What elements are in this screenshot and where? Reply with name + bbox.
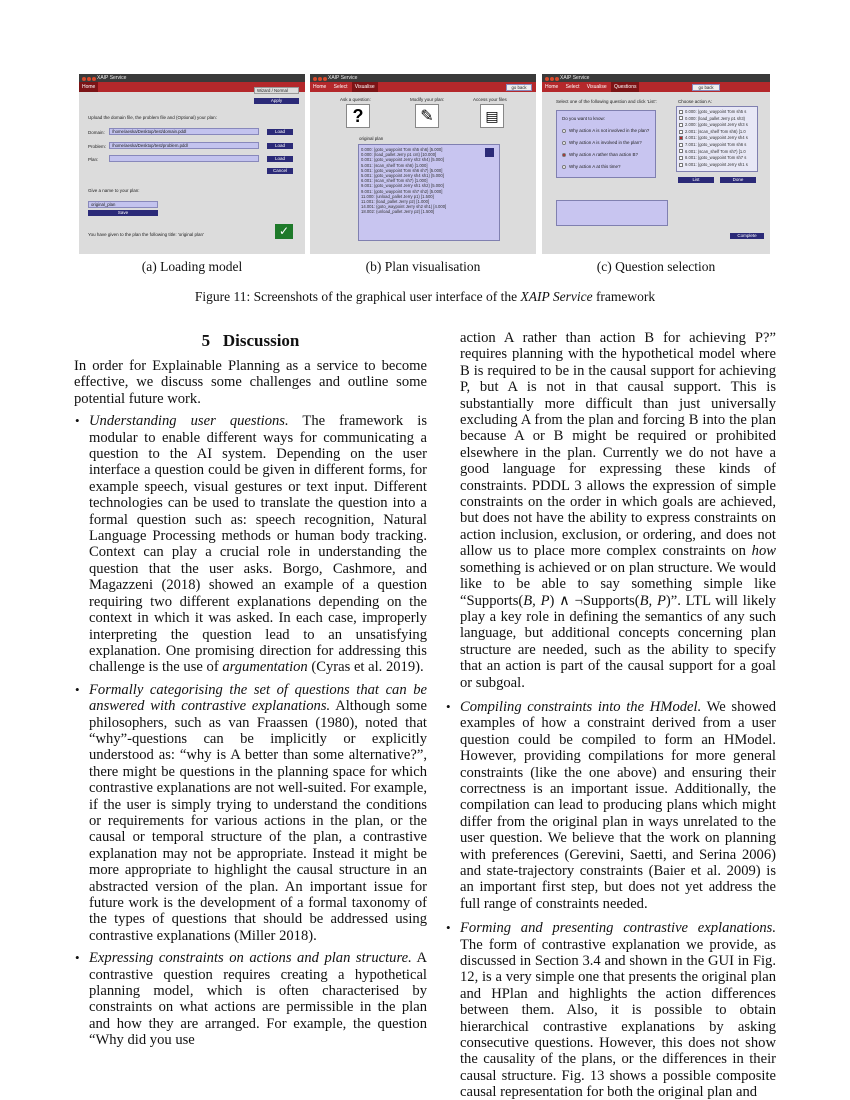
screenshot-loading-model (79, 74, 305, 254)
bullet-item: • Formally categorising the set of questions that can be answered with contrastive explanations. Although some philosophers, such as van Fraassen (1980), noted that “why”-questions can be implicitly or explicitly understood as: “why is A better than some alternative?”, there might be questions in the planning space for which contrastive explanations are not well-suited. For example, if the user is simply trying to understand the conditions or requirements for various actions in the plan, or the causal or temporal structure of the plan, a contrastive explanation may not be appropriate. Instead it might be more appropriate to highlight the causal structure in an abstracted version of the plan. An important issue for future work is the development of a formal taxonomy of the types of questions that should be addressed using contrastive explanations (Miller 2018). (74, 682, 427, 945)
cancel-button[interactable]: Cancel (267, 168, 293, 174)
modify-plan-label: Modify your plan: (410, 97, 445, 102)
name-prompt: Give a name to your plan: (88, 188, 140, 193)
checkbox-checked-icon (679, 136, 683, 140)
menu-visualise[interactable]: Visualise (586, 84, 607, 90)
plan-line: 0.001: (goto_waypoint Jerry sh2 sh4) [5.000] (361, 157, 444, 163)
plan-line: 11.001: (load_pallet Jerry p2) [1.000] (361, 199, 430, 205)
action-option[interactable]: 4.001: (goto_waypoint Jerry sh4 s (679, 135, 748, 142)
action-option[interactable]: 2.001: (scan_shelf Tom sh6) [1.0 (679, 129, 748, 136)
checkmark-icon: ✓ (275, 224, 293, 239)
plan-line: 6.001: (scan_shelf Tom sh7) [1.000] (361, 178, 428, 184)
complete-button[interactable]: Complete (730, 233, 764, 239)
action-lines (679, 109, 748, 168)
radio-icon[interactable] (562, 129, 566, 133)
plan-load-button[interactable]: Load (267, 156, 293, 162)
select-prompt: Select one of the following question and click 'List': (556, 99, 657, 104)
question-icon[interactable]: ? (346, 104, 370, 128)
question-panel (556, 110, 656, 178)
question-option[interactable]: Why action A rather than action B? (562, 152, 638, 157)
plan-line: 9.001: (goto_waypoint Tom sh7 sh2) [5.000] (361, 188, 443, 194)
question-option[interactable]: Why action A is involved in the plan? (562, 140, 642, 145)
section-heading: 5 Discussion (201, 331, 300, 350)
problem-label: Problem: (88, 144, 107, 149)
plan-name-field[interactable]: original_plan (88, 201, 158, 208)
bullet-item: • Expressing constraints on actions and plan structure. A contrastive question requires creating a hypothetical planning model, which is often characterised by constraints on what actions are permissible in the plan and how they are arranged. For example, the question “Why did you use (74, 950, 427, 1048)
window-titlebar (79, 74, 305, 82)
save-button[interactable]: Save (88, 210, 158, 216)
menu-home[interactable]: Home (545, 84, 559, 90)
explanation-box (556, 200, 668, 226)
window-title: XAIP Service (328, 75, 358, 81)
checkbox-icon (679, 149, 683, 153)
plan-line: 14.001: (goto_waypoint Jerry sh2 sh1) [4.000] (361, 204, 447, 210)
plan-display (358, 144, 500, 241)
plan-line: 18.002: (unload_pallet Jerry p2) [1.500] (361, 209, 435, 215)
domain-load-button[interactable]: Load (267, 129, 293, 135)
menu-select[interactable]: Select (333, 84, 348, 90)
choose-action-label: Choose action A: (678, 99, 713, 104)
menu-home[interactable]: Home (79, 82, 98, 92)
plan-line: 9.001: (goto_waypoint Jerry sh1 sh2) [5.000] (361, 183, 444, 189)
apply-button[interactable]: Apply (254, 98, 299, 104)
window-title: XAIP Service (560, 75, 590, 81)
menu-home[interactable]: Home (313, 84, 327, 90)
screenshot-plan-visualisation (310, 74, 536, 254)
checkbox-icon (679, 156, 683, 160)
window-title: XAIP Service (97, 75, 127, 81)
plan-label: Plan: (88, 157, 99, 162)
menu-bar (542, 82, 770, 92)
screenshot-question-selection (542, 74, 770, 254)
file-icon[interactable]: ▤ (480, 104, 504, 128)
window-titlebar (542, 74, 770, 82)
plan-line: 0.000: (load_pallet Jerry p1 cnt) [10.000] (361, 152, 437, 158)
radio-selected-icon[interactable] (562, 153, 566, 157)
plan-title: original plan (359, 136, 384, 141)
action-option[interactable]: 6.001: (scan_shelf Tom sh7) [1.0 (679, 149, 748, 156)
question-option[interactable]: Why action A is not involved in the plan? (562, 128, 649, 133)
domain-label: Domain: (88, 130, 105, 135)
bullet-list (445, 699, 776, 1100)
subcaption-a: (a) Loading model (141, 259, 243, 274)
domain-path-field[interactable]: /home/aeska/Desktop/test/domain.pddl (109, 128, 259, 135)
menu-bar (310, 82, 536, 92)
plan-line: 5.001: (goto_waypoint Tom sh6 sh7) [5.000] (361, 167, 443, 173)
menu-select[interactable]: Select (565, 84, 580, 90)
action-option[interactable]: 2.000: (goto_waypoint Jerry sh3 s (679, 122, 748, 129)
plan-line: 5.001: (scan_shelf Tom sh6) [1.000] (361, 162, 428, 168)
action-option[interactable]: 9.001: (goto_waypoint Jerry sh1 s (679, 162, 748, 169)
ask-question-label: Ask a question: (340, 97, 371, 102)
action-option[interactable]: 8.001: (goto_waypoint Tom sh7 s (679, 155, 748, 162)
window-titlebar (310, 74, 536, 82)
action-list[interactable] (676, 106, 758, 172)
bullet-list (74, 413, 427, 1048)
done-button[interactable]: Done (720, 177, 756, 183)
problem-load-button[interactable]: Load (267, 143, 293, 149)
checkbox-icon (679, 163, 683, 167)
section-intro: In order for Explainable Planning as a service to become effective, we discuss some challenges and outline some potential future work. (74, 358, 427, 407)
action-option[interactable]: 0.000: (goto_waypoint Tom sh5 s (679, 109, 748, 116)
go-back-button[interactable]: go back (506, 84, 532, 91)
plan-line: 0.000: (goto_waypoint Tom sh5 sh6) [5.000] (361, 147, 443, 152)
action-option[interactable]: 0.000: (load_pallet Jerry p1 sh3) (679, 116, 748, 123)
bullet-item: • Understanding user questions. The framework is modular to enable different ways for communicating a question to the AI system. Depending on the user interface a question could be given in different forms, for example speech, visual gestures or text input. Different technologies can be used to translate the question into a formal question such as: speech recognition, Natural Language Processing methods or human body tracking. Context can play a crucial role in understanding the question that the user asks. Borgo, Cashmore, and Magazzeni (2018) showed an example of a question requiring two different explanations depending on the context in which it was asked. In each case, improperly interpreting the question lead to an unsatisfying explanation. One promising direction for addressing this challenge is the use of argumentation (Cyras et al. 2019). (74, 413, 427, 676)
question-option[interactable]: Why action A at this time? (562, 164, 621, 169)
checkbox-icon (679, 110, 683, 114)
checkbox-icon (679, 130, 683, 134)
plan-lines (361, 147, 446, 215)
question-header: Do you want to know: (562, 116, 606, 121)
plan-path-field[interactable] (109, 155, 259, 162)
checkbox-icon (679, 123, 683, 127)
checkbox-icon (679, 116, 683, 120)
bullet-item: • Compiling constraints into the HModel. We showed examples of how a constraint derived from a user question could be compiled to form an HModel. However, providing compilations for more general constraints (like the one above) and ensuring their correctness is an important issue. Additionally, the compilation can lead to producing plans which might differ from the original plan in ways unrelated to the user question. We believe that the work on planning with preferences (Gerevini, Saetti, and Serina 2006) and state-trajectory constraints (Baier et al. 2009) is an important first step, but does not yet address the full range of constraints needed. (445, 699, 776, 912)
list-button[interactable]: List (678, 177, 714, 183)
plan-line: 5.001: (goto_waypoint Jerry sh4 sh1) [5.000] (361, 173, 444, 179)
menu-questions[interactable]: Questions (611, 82, 640, 92)
go-back-button[interactable]: go back (692, 84, 720, 91)
problem-path-field[interactable]: /home/aeska/Desktop/test/problem.pddl (109, 142, 259, 149)
subcaption-b: (b) Plan visualisation (365, 259, 481, 274)
status-message: You have given to the plan the following title: 'original plan' (88, 232, 204, 237)
left-column (74, 330, 427, 1055)
bullet-item: • Forming and presenting contrastive explanations. The form of contrastive explanation we provide, as discussed in Section 3.4 and shown in the GUI in Fig. 12, is a very simple one that presents the original plan and HPlan and highlights the action differences between them. Also, it is possible to obtain hierarchical contrastive explanations by asking consecutive questions. However, this does not show the causality of the plans, or the differences in their causal structure. Fig. 13 shows a possible composite causal representation for both the original plan and (445, 920, 776, 1100)
close-icon[interactable] (485, 148, 494, 157)
radio-icon[interactable] (562, 141, 566, 145)
access-files-label: Access your files (473, 97, 507, 102)
upload-instruction: Upload the domain file, the problem file and (Optional) your plan: (88, 115, 217, 120)
subcaption-c: (c) Question selection (596, 259, 716, 274)
plan-line: 11.000: (unload_pallet Jerry p1) [1.500] (361, 193, 434, 199)
right-column (445, 330, 776, 1100)
pen-icon[interactable]: ✎ (415, 104, 439, 128)
action-option[interactable]: 7.001: (goto_waypoint Tom sh6 s (679, 142, 748, 149)
bullet-continuation: action A rather than action B for achieving P?” requires planning with the hypothetical model where B is required to be in the causal support for achieving P, but A is not in that causal support. This is substantially more difficult than just universally excluding A from the plan and forcing B into the plan because A or B might be required or prohibited elsewhere in the plan. Currently we do not have a good language for expressing these kinds of constraints. PDDL 3 allows the expression of simple constraints on the order in which goals are achieved, but does not have the ability to express constraints on action inclusion, exclusion, or ordering, and does not allow us to place more complex constraints on how something is achieved or on plan structure. We would like to be able to say something simple like “Supports(B, P) ∧ ¬Supports(B, P)”. LTL will likely play a key role in defining the semantics of any such language, but additional concepts concerning plan structure are needed, such as the ability to specify that an action is part of the causal support for a goal or subgoal. (460, 330, 776, 691)
radio-icon[interactable] (562, 165, 566, 169)
checkbox-icon (679, 143, 683, 147)
mode-dropdown[interactable]: Wizard / Normal (254, 87, 299, 94)
figure-caption: Figure 11: Screenshots of the graphical user interface of the XAIP Service framework (194, 289, 656, 304)
menu-visualise[interactable]: Visualise (352, 82, 378, 92)
